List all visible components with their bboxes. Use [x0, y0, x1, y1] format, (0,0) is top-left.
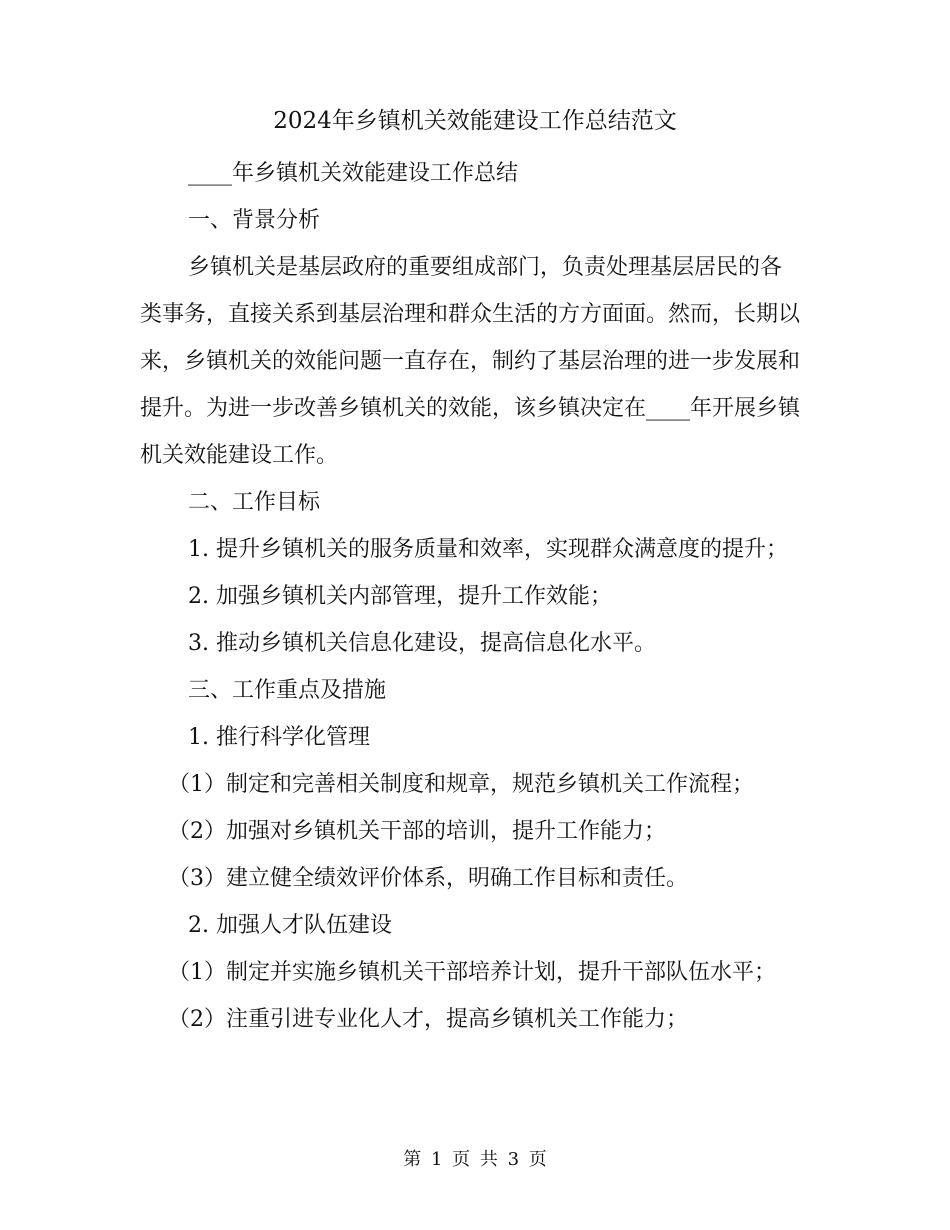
measure-sub-item: （3）建立健全绩效评价体系，明确工作目标和责任。: [168, 866, 688, 891]
goal-item: 3. 推动乡镇机关信息化建设，提高信息化水平。: [188, 631, 656, 656]
section-heading-measures: 三、工作重点及措施: [188, 678, 387, 703]
measure-heading: 2. 加强人才队伍建设: [188, 913, 392, 938]
document-subtitle: ____年乡镇机关效能建设工作总结: [188, 161, 519, 186]
measure-sub-item: （2）加强对乡镇机关干部的培训，提升工作能力；: [168, 819, 666, 844]
goal-item: 1. 提升乡镇机关的服务质量和效率，实现群众满意度的提升；: [188, 537, 788, 562]
measure-sub-item: （1）制定并实施乡镇机关干部培养计划，提升干部队伍水平；: [168, 960, 776, 985]
document-title: 2024年乡镇机关效能建设工作总结范文: [273, 108, 677, 134]
measure-sub-item: （2）注重引进专业化人才，提高乡镇机关工作能力；: [168, 1007, 688, 1032]
section-heading-goals: 二、工作目标: [188, 490, 321, 515]
measure-sub-item: （1）制定和完善相关制度和规章，规范乡镇机关工作流程；: [168, 772, 754, 797]
background-paragraph: 乡镇机关是基层政府的重要组成部门，负责处理基层居民的各类事务，直接关系到基层治理和群众生活的方方面面。然而，长期以来，乡镇机关的效能问题一直存在，制约了基层治理的进一步发展和提升。为进一步改善乡镇机关的效能，该乡镇决定在____年开展乡镇机关效能建设工作。: [140, 255, 801, 468]
measure-heading: 1. 推行科学化管理: [188, 725, 370, 750]
goal-item: 2. 加强乡镇机关内部管理，提升工作效能；: [188, 584, 612, 609]
document-body: [140, 150, 800, 1043]
page-number-footer: 第 1 页 共 3 页: [403, 1149, 547, 1170]
section-heading-background: 一、背景分析: [188, 208, 321, 233]
